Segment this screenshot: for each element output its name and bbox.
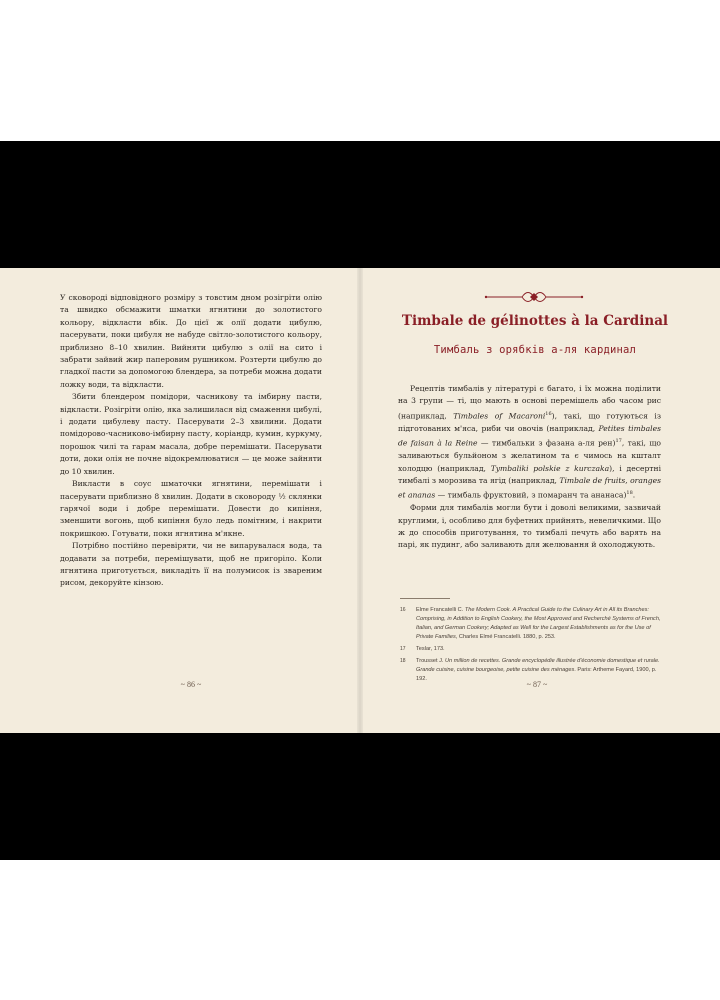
letterbox-top [0, 141, 720, 268]
page-number-left: ~ 86 ~ [180, 680, 202, 689]
footnote-ref: 17 [615, 438, 622, 445]
footnotes [400, 606, 663, 687]
recipe-title-ukrainian: Тимбаль з орябків а-ля кардинал [433, 344, 637, 356]
ornament-icon [484, 289, 584, 305]
footnote-divider [400, 598, 450, 599]
footnote-number: 16 [400, 607, 406, 613]
left-page-text [60, 292, 322, 590]
left-paragraph: У сковороді відповідного розміру з товстим дном розігріти олію та швидко обсмажити шматки ягнятини до золотистого кольору, відкласти вбік. До цієї ж олії додати цибулю, пасерувати, поки цибуля не набуде світло-золотистого кольору, приблизно 8–10 хвилин. Вийняти цибулю з олії на сито і забрати зайвий жир паперовим рушником. Розтерти цибулю до гладкої пасти за допомогою блендера, за потреби можна додати ложку води, та відкласти. [60, 293, 322, 389]
right-paragraph-1: Рецептів тимбалів у літературі є багато, і їх можна поділити на 3 групи — ті, що мають в основі перемішель або часом рис (наприклад, Timbales of Macaroni$^{16}$), такі, що готуються із підготованих м'яса, риби чи овочів (наприклад, Petites timbales de faisan à la Reine — тимбальки з фазана а-ля рен)$^{17}$, такі, що заливаються бульйоном з желатином та є чимось на кшталт холодцю (наприклад, Tymbaliki polskie z kurczaka), і десертні тимбалі з морозива та ягід (наприклад, Timbale de fruits, oranges et ananas — тимбаль фруктовий, з помаранч та ананаса)$^{18}$. [398, 384, 662, 500]
page-number-right: ~ 87 ~ [526, 680, 548, 689]
footnote-number: 17 [400, 646, 406, 652]
footnote-ref: 18 [626, 490, 633, 497]
footnote: 16 Elme Francatelli C. The Modern Cook. A Practical Guide to the Culinary Art in All its Branches: Comprising, in Addition to English Cookery, the Most Approved and Recherché Systems of French, Italian, and German Cookery; Adapted as Well for the Largest Establishments as for the Use of Private Families, Charles Elmé Francatelli. 1880, p. 253. [400, 607, 661, 640]
right-page-text [398, 383, 661, 552]
left-paragraph: Потрібно постійно перевіряти, чи не випарувалася вода, та додавати за потреби, перемішувати, щоб не пригоріло. Коли ягнятина приготується, викладіть її на полумисок із звареним рисом, декоруйте кінзою. [60, 541, 322, 588]
footnote: 17 Teslar, 173. [400, 646, 445, 652]
footnote-number: 18 [400, 658, 406, 664]
book-gutter [357, 268, 363, 733]
book-spread [0, 268, 720, 733]
footnote-ref: 16 [545, 410, 552, 417]
letterbox-bottom [0, 733, 720, 860]
footnote: 18 Trousset J. Un million de recettes. Grande encyclopédie illustrée d'économie domestique et rurale. Grande cuisine, cuisine bourgeoise, petite cuisine des ménages. Paris: Artheme Fayard, 1900, p. 192. [400, 658, 660, 682]
left-paragraph: Викласти в соус шматочки ягнятини, перемішати і пасерувати приблизно 8 хвилин. Додати в сковороду ½ склянки гарячої води і добре перемішати. Довести до кипіння, зменшити вогонь, щоб кипіння було ледь помітним, і накрити покришкою. Готувати, поки ягнятина м'якне. [60, 479, 322, 538]
recipe-title-french: Timbale de gélinottes à la Cardinal [401, 313, 669, 329]
left-paragraph: Збити блендером помідори, часникову та імбирну пасти, відкласти. Розігріти олію, яка залишилася від смаження цибулі, і додати цибулеву пасту. Пасерувати 2–3 хвилини. Додати помідорово-часниково-імбирну пасту, коріандр, кумин, куркуму, порошок чилі та гарам масала, добре перемішати. Пасерувати доти, доки олія не почне відокремлюватися — це може зайняти до 10 хвилин. [60, 392, 322, 476]
right-paragraph-2: Форми для тимбалів могли бути і доволі великими, зазвичай круглими, і, особливо для буфетних прийнять, невеличкими. Що ж до способів приготування, то тимбалі печуть або варять на парі, як пудинг, або заливають для желювання й охолоджують. [398, 503, 661, 550]
